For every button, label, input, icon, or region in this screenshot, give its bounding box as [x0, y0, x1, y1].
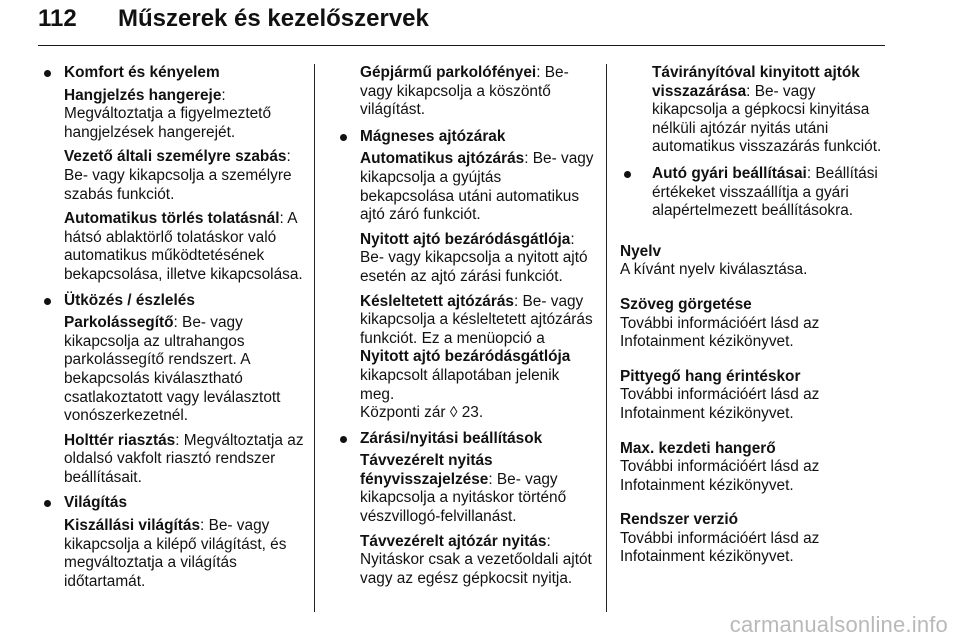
- section-title: Nyelv: [620, 242, 662, 260]
- setting-side-blind-zone: [64, 432, 308, 488]
- term: Gépjármű parkolófényei: [360, 64, 537, 81]
- term: Nyitott ajtó bezáródásgátlója: [360, 230, 571, 248]
- page-header: [38, 3, 885, 46]
- description: : Be- vagy kikapcsolja a kilépő világítást, és megváltoztatja a világítás időtartamát.: [64, 517, 287, 590]
- term: Automatikus törlés tolatásnál: [64, 210, 280, 228]
- bullet-title: Ütközés / észlelés: [64, 291, 195, 309]
- term-reference: Nyitott ajtó bezáródásgátlója: [360, 348, 571, 366]
- section-text: További információért lásd az Infotainment kézikönyvet.: [620, 458, 820, 494]
- description: : A hátsó ablaktörlő tolatáskor való automatikus működtetésének bekapcsolása, illetve kikapcsolása.: [64, 210, 303, 283]
- description: : Be- vagy kikapcsolja a nyitott ajtó esetén az ajtó zárási funkciót.: [360, 230, 588, 285]
- section-text: További információért lásd az Infotainment kézikönyvet.: [620, 529, 820, 566]
- bullet-factory-settings: [620, 165, 882, 221]
- term: Vezető általi személyre szabás: [64, 148, 287, 166]
- term: Automatikus ajtózárás: [360, 150, 525, 168]
- section-text: További információért lásd az Infotainment kézikönyvet.: [620, 314, 820, 351]
- column-3: [620, 64, 882, 583]
- description: : Megváltoztatja a figyelmeztető hangjelzések hangerejét.: [64, 86, 272, 141]
- setting-remote-unlock-light: [360, 452, 594, 526]
- setting-delayed-door-lock: [360, 293, 594, 423]
- bullet-collision: [40, 292, 308, 488]
- description: : Be- vagy kikapcsolja a gépkocsi kinyitása nélküli ajtózár nyitás utáni automatikus visszazárás funkciót.: [652, 82, 882, 156]
- setting-auto-door-lock: [360, 150, 594, 224]
- description: : Nyitáskor csak a vezetőoldali ajtót vagy az egész gépkocsit nyitja.: [360, 532, 592, 587]
- page-number: 112: [38, 5, 77, 32]
- section-max-startup-volume: [620, 440, 882, 496]
- setting-park-assist: [64, 314, 308, 426]
- term: Távvezérelt nyitás fényvisszajelzése: [360, 452, 493, 488]
- term: Távirányítóval kinyitott ajtók visszazárása: [652, 64, 860, 100]
- section-title: Rendszer verzió: [620, 511, 739, 529]
- section-title: Pittyegő hang érintéskor: [620, 367, 801, 385]
- setting-exit-lighting: [64, 517, 308, 591]
- section-text: További információért lásd az Infotainment kézikönyvet.: [620, 386, 820, 422]
- setting-remote-door-unlock: [360, 533, 594, 589]
- column-2: [336, 64, 594, 595]
- cross-reference: Központi zár ◊ 23.: [360, 404, 484, 422]
- description: : Be- vagy kikapcsolja a személyre szabás funkciót.: [64, 148, 292, 203]
- description: : Beállítási értékeket visszaállítja a gyári alapértelmezett beállításokra.: [652, 164, 878, 220]
- chapter-title: Műszerek és kezelőszervek: [118, 5, 429, 32]
- term: Parkolássegítő: [64, 314, 174, 332]
- setting-remote-relock: [620, 64, 882, 157]
- watermark: carmanualsonline.info: [729, 612, 948, 637]
- section-text: A kívánt nyelv kiválasztása.: [620, 261, 808, 279]
- description: : Be- vagy kikapcsolja a gyújtás bekapcsolása utáni automatikus ajtó záró funkciót.: [360, 150, 594, 224]
- section-title: Szöveg görgetése: [620, 295, 752, 313]
- setting-open-door-anti-lockout: [360, 231, 594, 287]
- bullet-title: Komfort és kényelem: [64, 64, 220, 81]
- term: Késleltetett ajtózárás: [360, 292, 514, 310]
- description: : Megváltoztatja az oldalsó vakfolt riasztó rendszer beállításait.: [64, 431, 304, 486]
- section-text-scroll: [620, 296, 882, 352]
- section-system-version: [620, 511, 882, 567]
- bullet-magnetic-locks: [336, 128, 594, 423]
- bullet-title: Zárási/nyitási beállítások: [360, 429, 543, 447]
- bullet-comfort: [40, 64, 308, 285]
- bullet-lighting: [40, 494, 308, 591]
- term: Autó gyári beállításai: [652, 164, 807, 182]
- term: Kiszállási világítás: [64, 517, 201, 535]
- bullet-title: Világítás: [64, 494, 128, 512]
- term: Holttér riasztás: [64, 431, 176, 449]
- description: : Be- vagy kikapcsolja a köszöntő világítást.: [360, 64, 569, 119]
- setting-vehicle-locator: [336, 64, 594, 120]
- term: Hangjelzés hangereje: [64, 86, 222, 104]
- description: : Be- vagy kikapcsolja a nyitáskor történő vészvillogó-felvillanást.: [360, 470, 567, 526]
- description: : Be- vagy kikapcsolja az ultrahangos parkolássegítő rendszert. A bekapcsolás kiválasztható csatlakoztatott vagy leválasztott vonószerkezetnél.: [64, 314, 281, 425]
- section-touch-beep: [620, 368, 882, 424]
- column-divider: [606, 64, 607, 612]
- bullet-lock-settings: [336, 430, 594, 589]
- section-language: [620, 243, 882, 280]
- term: Távvezérelt ajtózár nyitás: [360, 532, 547, 550]
- column-1: [40, 64, 308, 598]
- bullet-title: Mágneses ajtózárak: [360, 127, 506, 145]
- description: kikapcsolt állapotában jelenik meg.: [360, 366, 560, 403]
- setting-horn-volume: [64, 87, 308, 143]
- section-title: Max. kezdeti hangerő: [620, 439, 776, 457]
- column-divider: [314, 64, 315, 612]
- description: : Be- vagy kikapcsolja a késleltetett ajtózárás funkciót. Ez a menüopció a: [360, 292, 593, 347]
- setting-auto-rear-wipe: [64, 210, 308, 284]
- setting-driver-personalization: [64, 148, 308, 204]
